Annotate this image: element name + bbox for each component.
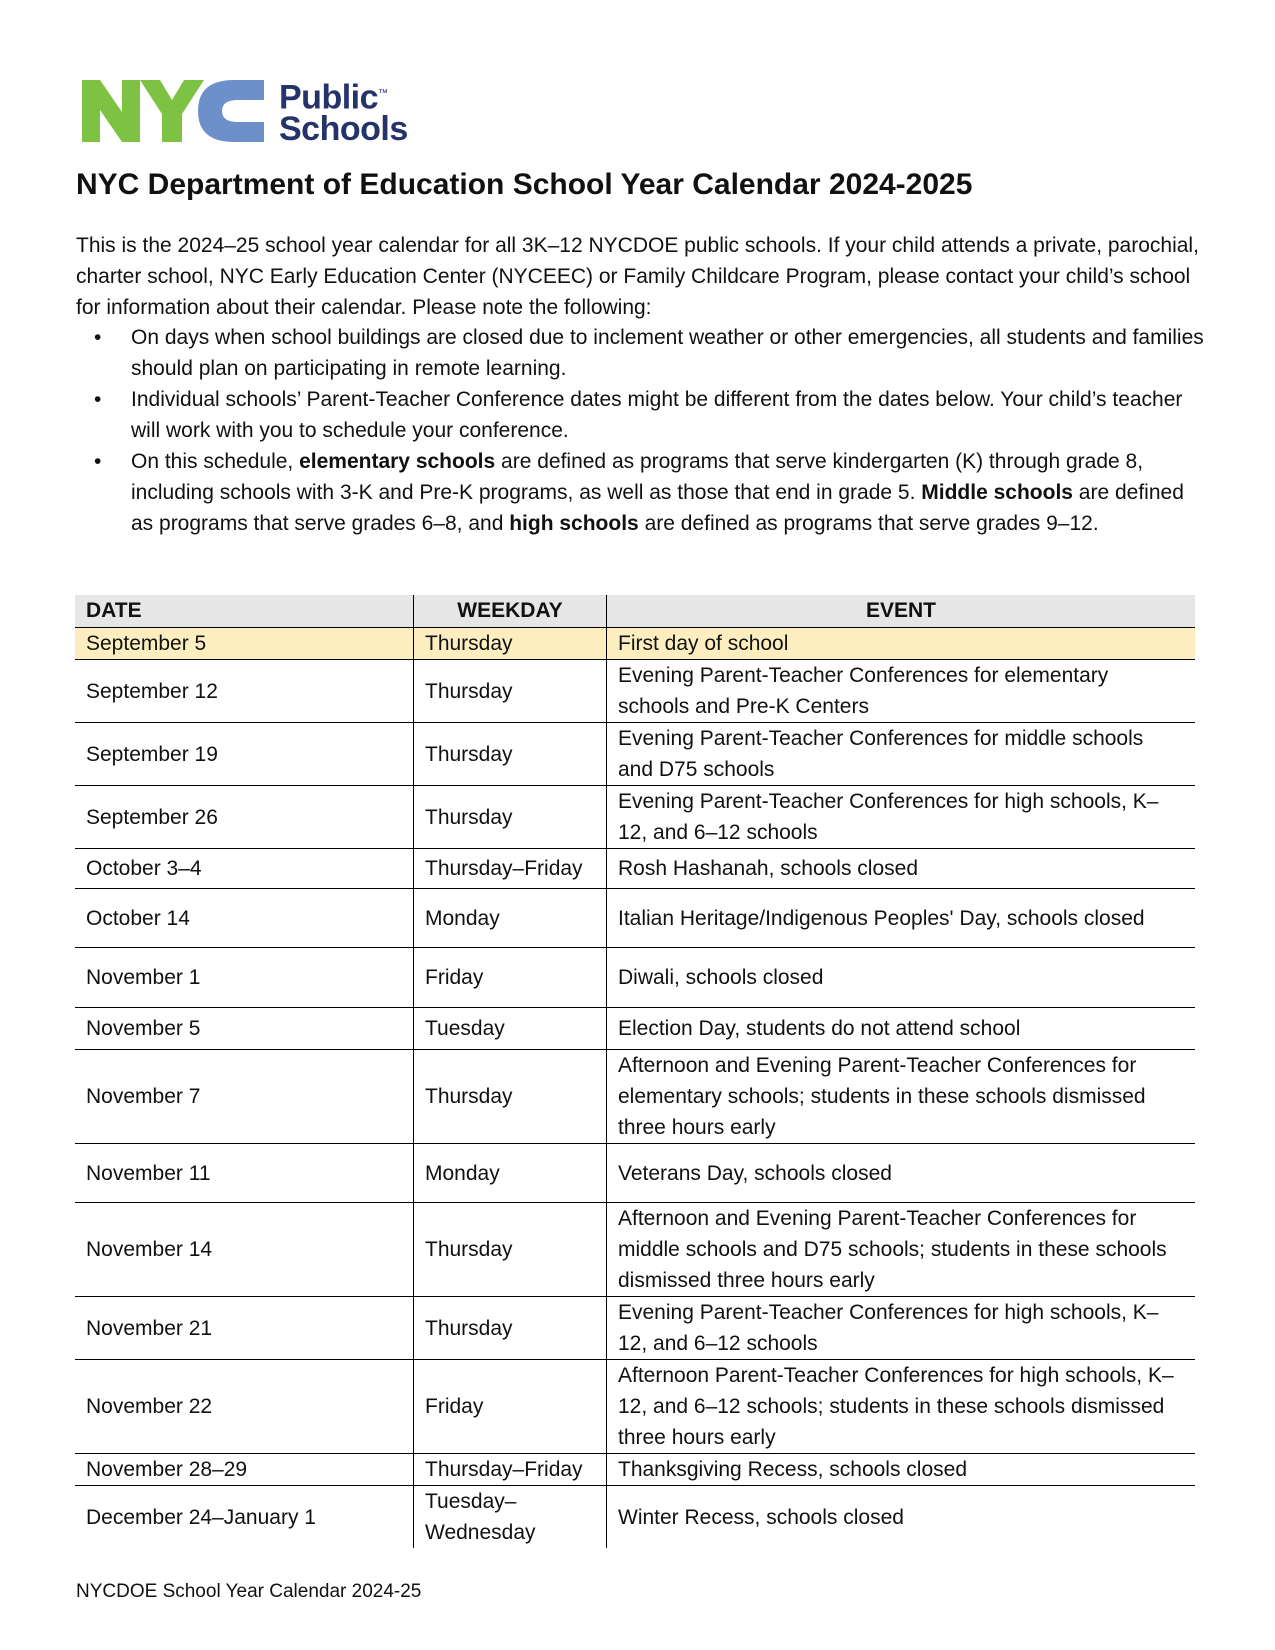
cell-event: Rosh Hashanah, schools closed [607,849,1196,889]
term-high-schools: high schools [509,512,639,535]
note-item [76,384,1206,446]
bullet-icon: • [94,450,102,473]
notes-list [76,322,1206,539]
table-row [75,948,1195,1008]
cell-event: Thanksgiving Recess, schools closed [607,1454,1196,1486]
table-row [75,1050,1195,1144]
nyc-logo-mark-icon [82,76,272,142]
note-text [131,450,1184,535]
calendar-table [75,595,1195,1548]
table-row [75,1360,1195,1454]
table-header-row [75,595,1195,628]
cell-event: Winter Recess, schools closed [607,1486,1196,1549]
logo-text-public: Public [279,78,379,117]
cell-date: September 19 [75,723,414,786]
note-text-part: are defined as programs that serve kindergarten (K) through grade 8, including schools with 3-K and Pre-K programs, as well as those that end in grade 5. [131,450,1144,504]
trademark-symbol: ™ [378,88,388,99]
cell-date: September 26 [75,786,414,849]
note-text-part: are defined as programs that serve grades 9–12. [638,512,1099,535]
cell-weekday: Thursday [414,1203,607,1297]
cell-weekday: Tuesday [414,1008,607,1050]
cell-weekday: Thursday [414,660,607,723]
cell-date: November 11 [75,1144,414,1203]
cell-event: Evening Parent-Teacher Conferences for elementary schools and Pre-K Centers [607,660,1196,723]
logo-text-schools: Schools [279,110,408,149]
header-weekday: WEEKDAY [414,595,607,628]
cell-event: Evening Parent-Teacher Conferences for high schools, K–12, and 6–12 schools [607,786,1196,849]
cell-weekday: Thursday [414,1297,607,1360]
logo-wordmark [279,78,408,149]
cell-event: Afternoon Parent-Teacher Conferences for high schools, K–12, and 6–12 schools; students in these schools dismissed three hours early [607,1360,1196,1454]
table-row [75,1486,1195,1549]
table-row [75,1008,1195,1050]
header-date: DATE [75,595,414,628]
cell-event: Evening Parent-Teacher Conferences for high schools, K–12, and 6–12 schools [607,1297,1196,1360]
cell-weekday: Thursday [414,786,607,849]
cell-weekday: Thursday [414,1050,607,1144]
cell-date: November 22 [75,1360,414,1454]
cell-weekday: Monday [414,1144,607,1203]
cell-event: Evening Parent-Teacher Conferences for middle schools and D75 schools [607,723,1196,786]
bullet-icon: • [94,388,102,411]
cell-event: Italian Heritage/Indigenous Peoples' Day, schools closed [607,889,1196,948]
cell-date: October 14 [75,889,414,948]
table-row [75,889,1195,948]
header-event: EVENT [607,595,1196,628]
note-text-part: On this schedule, [131,450,300,473]
bullet-icon: • [94,326,102,349]
cell-date: November 14 [75,1203,414,1297]
cell-event: Veterans Day, schools closed [607,1144,1196,1203]
cell-date: October 3–4 [75,849,414,889]
cell-event: First day of school [607,628,1196,660]
cell-date: September 12 [75,660,414,723]
note-item [76,322,1206,384]
cell-weekday: Thursday–Friday [414,849,607,889]
table-row [75,1297,1195,1360]
page-footer: NYCDOE School Year Calendar 2024-25 [76,1581,422,1602]
table-row [75,786,1195,849]
cell-weekday: Friday [414,948,607,1008]
cell-event: Election Day, students do not attend school [607,1008,1196,1050]
note-text: Individual schools’ Parent-Teacher Conference dates might be different from the dates below. Your child’s teacher will work with you to schedule your conference. [131,388,1183,442]
page-title: NYC Department of Education School Year Calendar 2024-2025 [76,168,973,201]
cell-event: Afternoon and Evening Parent-Teacher Conferences for elementary schools; students in these schools dismissed three hours early [607,1050,1196,1144]
term-middle-schools: Middle schools [921,481,1073,504]
table-row [75,1203,1195,1297]
cell-event: Afternoon and Evening Parent-Teacher Conferences for middle schools and D75 schools; students in these schools dismissed three hours early [607,1203,1196,1297]
cell-weekday: Tuesday–Wednesday [414,1486,607,1549]
cell-date: November 5 [75,1008,414,1050]
table-row [75,1144,1195,1203]
cell-weekday: Friday [414,1360,607,1454]
table-row [75,1454,1195,1486]
cell-date: September 5 [75,628,414,660]
cell-event: Diwali, schools closed [607,948,1196,1008]
note-text: On days when school buildings are closed due to inclement weather or other emergencies, all students and families should plan on participating in remote learning. [131,326,1204,380]
note-text-part: are defined as programs that serve grades 6–8, and [131,481,1184,535]
cell-date: November 21 [75,1297,414,1360]
intro-paragraph: This is the 2024–25 school year calendar for all 3K–12 NYCDOE public schools. If your child attends a private, parochial, charter school, NYC Early Education Center (NYCEEC) or Family Childcare Program, please contact your child’s school for information about their calendar. Please note the following: [76,234,1199,319]
cell-weekday: Thursday [414,723,607,786]
note-item [76,446,1206,539]
term-elementary-schools: elementary schools [299,450,496,473]
cell-weekday: Monday [414,889,607,948]
cell-date: November 28–29 [75,1454,414,1486]
table-row [75,628,1195,660]
cell-weekday: Thursday–Friday [414,1454,607,1486]
table-row [75,723,1195,786]
table-row [75,849,1195,889]
cell-weekday: Thursday [414,628,607,660]
table-row [75,660,1195,723]
nyc-public-schools-logo [82,76,442,149]
cell-date: December 24–January 1 [86,1505,316,1529]
cell-date: November 1 [75,948,414,1008]
cell-date: November 7 [75,1050,414,1144]
